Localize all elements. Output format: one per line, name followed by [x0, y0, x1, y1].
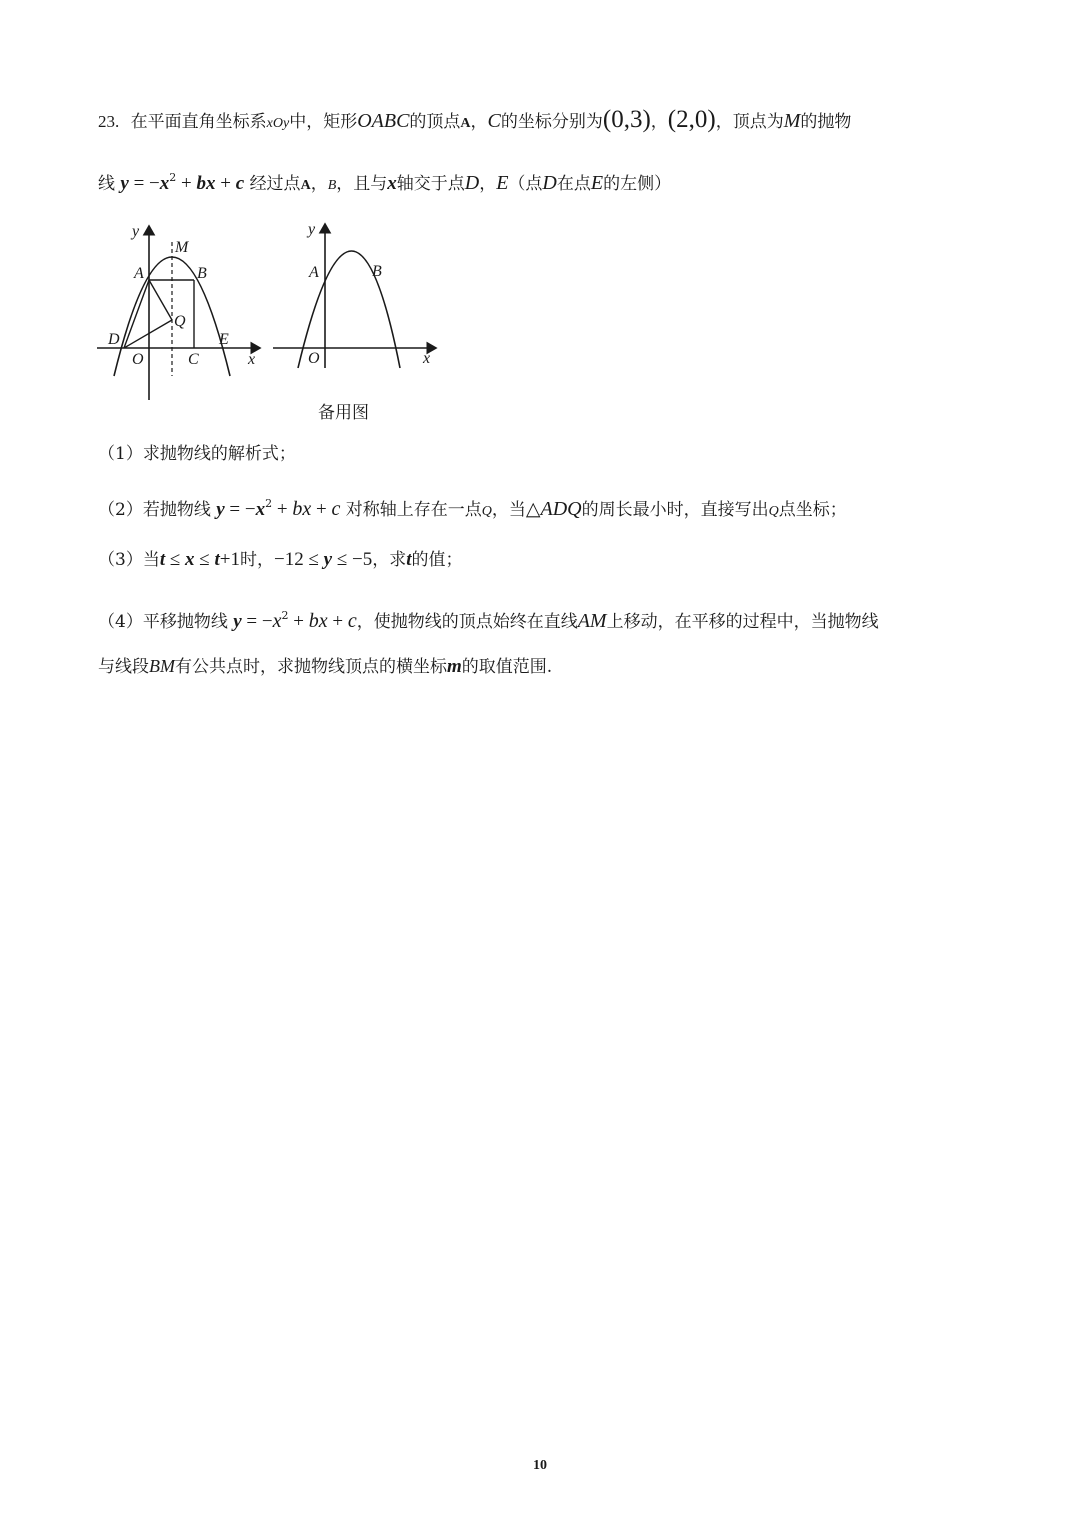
label-y: y [308, 221, 316, 238]
backup-figure-caption: 备用图 [318, 403, 369, 423]
intro-text: 线 [98, 174, 115, 194]
intro-text: 的抛物 [800, 112, 852, 132]
part-text: 有公共点时，求抛物线顶点的横坐标 [175, 657, 447, 677]
point-c: C [487, 110, 501, 132]
var-t: t [159, 549, 166, 570]
part-label: （3） [98, 550, 143, 570]
segment-dq [124, 320, 172, 348]
figure-backup-diagram [268, 218, 448, 388]
point-a: A [300, 178, 311, 193]
part-text: 的周长最小时，直接写出 [581, 500, 769, 520]
label-b: B [197, 265, 207, 282]
part-text: 时， [239, 550, 274, 570]
var-t: t [214, 549, 220, 570]
var-y: y [323, 549, 333, 570]
parabola-formula: $y = -x^2$ + bx + c [233, 609, 357, 632]
part-2 [98, 490, 984, 526]
intro-text: （点 [508, 174, 543, 194]
point-m: M [783, 110, 801, 132]
punct: ， [310, 174, 328, 194]
part-1 [98, 440, 984, 468]
label-o: O [132, 351, 144, 368]
label-a: A [134, 265, 144, 282]
triangle-symbol: △ [525, 499, 541, 520]
punct: ， [479, 174, 497, 194]
intro-text: 轴交于点 [396, 174, 465, 194]
var-t: t [406, 549, 412, 570]
label-d: D [108, 331, 120, 348]
intro-text: 在点 [556, 174, 591, 194]
intro-text: 的顶点 [409, 112, 461, 132]
part-text: 对称轴上存在一点 [345, 500, 482, 520]
part-label: （1） [98, 444, 143, 464]
punct: ， [470, 112, 488, 132]
part-text: ，求 [372, 550, 407, 570]
intro-text: ，顶点为 [715, 112, 784, 132]
var-x: x [185, 549, 195, 570]
figure-main-diagram [92, 218, 272, 408]
point-e: E [590, 172, 604, 194]
page-number: 10 [533, 1458, 547, 1473]
segment-aq [149, 280, 172, 320]
part-4-line-1 [98, 602, 984, 636]
parabola-formula: $y = -x^2$ + bx + c [216, 497, 341, 520]
segment-bm: BM [149, 656, 175, 676]
coord-system: xOy [266, 116, 290, 131]
label-x: x [423, 350, 431, 367]
part-text: ，当 [491, 500, 526, 520]
part-text: 若抛物线 [142, 500, 211, 520]
line-am: AM [577, 610, 607, 632]
part-text: 当 [142, 550, 160, 570]
var-m: m [447, 656, 462, 677]
part-text: 上移动，在平移的过程中，当抛物线 [606, 612, 879, 632]
label-b: B [372, 263, 382, 280]
part-4-line-2 [98, 652, 984, 681]
coord-a: (0,3) [602, 106, 651, 133]
punct: ， [650, 112, 668, 132]
intro-text: 的坐标分别为 [500, 112, 603, 132]
label-a: A [309, 264, 319, 281]
triangle-name: ADQ [540, 498, 582, 520]
point-d: D [464, 172, 480, 194]
label-m: M [175, 239, 189, 256]
intro-text: ，且与 [336, 174, 388, 194]
point-b: B [327, 178, 337, 193]
part-text: 的取值范围. [461, 657, 553, 677]
label-x: x [248, 351, 256, 368]
label-o: O [308, 350, 320, 367]
segment-ad [124, 280, 149, 348]
problem-intro-line-2 [98, 164, 984, 200]
point-q: Q [481, 504, 492, 519]
point-a: A [460, 116, 471, 131]
label-q: Q [174, 313, 186, 330]
part-text: 的值； [411, 550, 463, 570]
part-label: （4） [98, 612, 143, 632]
rect-name: OABC [357, 110, 410, 132]
label-c: C [188, 351, 199, 368]
parabola-formula: $y = -x^2$ + bx + c [120, 171, 245, 194]
intro-text: 经过点 [249, 174, 301, 194]
part-3: （3）当t ≤ x ≤ t+1时，−12 ≤ y ≤ −5，求t的值； [98, 549, 463, 570]
point-e: E [496, 172, 509, 194]
intro-text: 在平面直角坐标系 [130, 112, 267, 132]
part-label: （2） [98, 500, 143, 520]
intro-text: 中，矩形 [289, 112, 358, 132]
point-q: Q [768, 504, 779, 519]
point-d: D [542, 172, 557, 194]
part-text: ，使抛物线的顶点始终在直线 [356, 612, 578, 632]
part-text: 点坐标； [778, 500, 847, 520]
part-text: 平移抛物线 [142, 612, 228, 632]
label-e: E [219, 331, 229, 348]
coord-c: (2,0) [667, 106, 716, 133]
problem-number: 23. [98, 112, 120, 131]
label-y: y [132, 223, 140, 240]
part-text: 与线段 [98, 657, 149, 677]
intro-text: 的左侧） [603, 174, 672, 194]
part-text: 求抛物线的解析式； [142, 444, 296, 464]
problem-intro-line-1 [98, 106, 984, 138]
x-var: x [387, 173, 397, 194]
